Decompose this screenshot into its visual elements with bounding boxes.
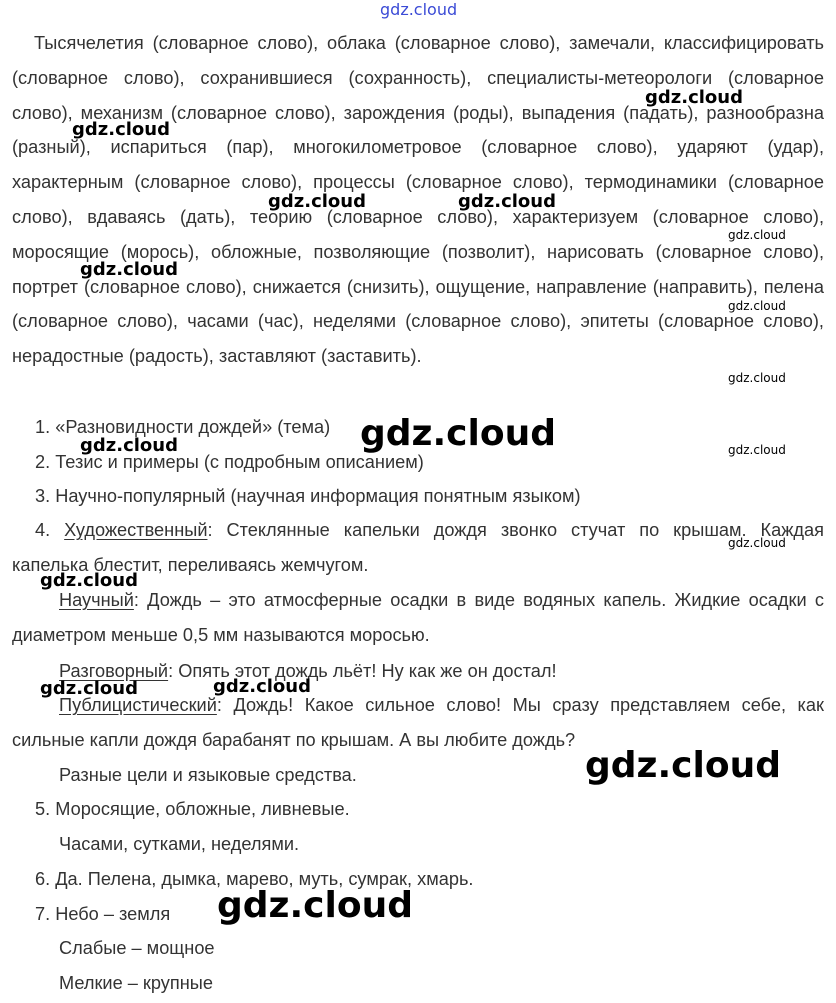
watermark: gdz.cloud <box>458 191 556 212</box>
watermark: gdz.cloud <box>728 536 786 550</box>
publicistic-text: : Дождь! Какое сильное слово! Мы сразу представляем себе, как сильные капли дождя барабанят по крышам. А вы любите дождь? <box>12 695 824 750</box>
style-artistic: Художественный <box>64 520 208 540</box>
item-7: 7. Небо – земля <box>35 904 171 924</box>
item-3: 3. Научно-популярный (научная информация понятным языком) <box>35 486 581 506</box>
watermark: gdz.cloud <box>645 87 743 108</box>
item-4-text: : Стеклянные капельки дождя звонко стучат по крышам. Каждая капелька блестит, переливаясь жемчугом. <box>12 520 824 575</box>
watermark: gdz.cloud <box>213 676 311 697</box>
style-conversational: Разговорный <box>59 661 169 681</box>
watermark: gdz.cloud <box>40 678 138 699</box>
watermark-top: gdz.cloud <box>380 0 458 19</box>
item-7-pair-3: Мелкие – крупные <box>59 973 213 993</box>
item-7-pair-2: Слабые – мощное <box>59 938 215 958</box>
summary-line: Разные цели и языковые средства. <box>59 765 357 785</box>
style-scientific: Научный <box>59 590 134 610</box>
item-6: 6. Да. Пелена, дымка, марево, муть, сумрак, хмарь. <box>35 869 474 889</box>
intro-paragraph: Тысячелетия (словарное слово), облака (словарное слово), замечали, классифицировать (словарное слово), сохранившиеся (сохранность), специалисты-метеорологи (словарное слово), механизм (словарное слово), зарождения (роды), выпадения (падать), разнообразна (разный), испариться (пар), многокилометровое (словарное слово), ударяют (удар), характерным (словарное слово), процессы (словарное слово), термодинамики (словарное слово), вдаваясь (дать), теорию (словарное слово), характеризуем (словарное слово), моросящие (морось), обложные, позволяющие (позволит), нарисовать (словарное слово), портрет (словарное слово), снижается (снизить), ощущение, направление (направить), пелена (словарное слово), часами (час), неделями (словарное слово), эпитеты (словарное слово), нерадостные (радость), заставляют (заставить). <box>12 33 824 367</box>
watermark: gdz.cloud <box>728 228 786 242</box>
watermark: gdz.cloud <box>728 299 786 313</box>
item-4-number: 4. <box>35 520 65 540</box>
style-publicistic: Публицистический <box>59 695 217 715</box>
scientific-text: : Дождь – это атмосферные осадки в виде водяных капель. Жидкие осадки с диаметром меньше 0,5 мм называются моросью. <box>12 590 824 645</box>
watermark: gdz.cloud <box>585 745 781 786</box>
watermark: gdz.cloud <box>72 119 170 140</box>
watermark: gdz.cloud <box>728 371 786 385</box>
item-1: 1. «Разновидности дождей» (тема) <box>35 417 331 437</box>
watermark: gdz.cloud <box>360 413 556 454</box>
scientific-example <box>12 583 824 653</box>
conversational-text: : Опять этот дождь льёт! Ну как же он достал! <box>168 661 557 681</box>
watermark: gdz.cloud <box>268 191 366 212</box>
item-5: 5. Моросящие, обложные, ливневые. <box>35 799 350 819</box>
watermark: gdz.cloud <box>40 570 138 591</box>
item-5-continued: Часами, сутками, неделями. <box>59 834 300 854</box>
watermark: gdz.cloud <box>80 435 178 456</box>
item-2: 2. Тезис и примеры (с подробным описанием) <box>35 452 424 472</box>
watermark: gdz.cloud <box>217 885 413 926</box>
watermark: gdz.cloud <box>728 443 786 457</box>
watermark: gdz.cloud <box>80 259 178 280</box>
